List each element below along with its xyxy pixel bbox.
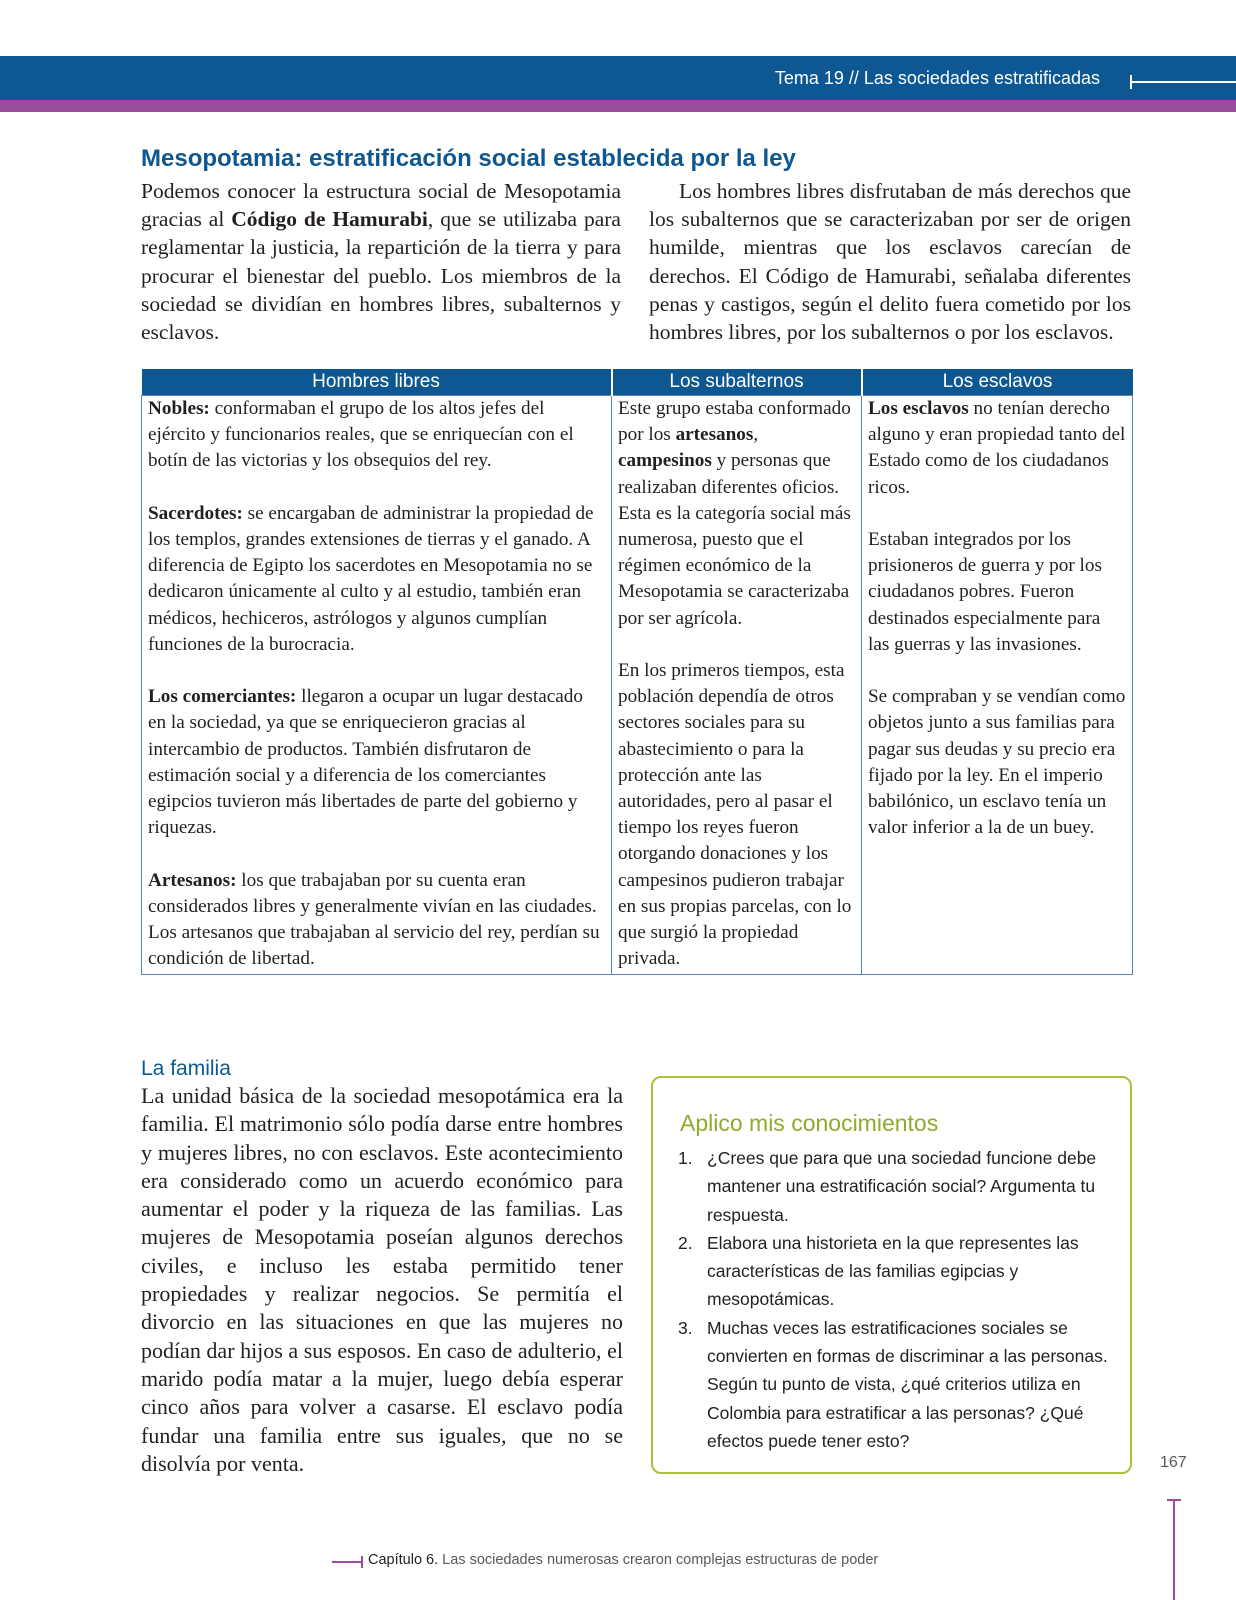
question-number: 1. bbox=[678, 1148, 693, 1168]
header-stripe bbox=[0, 100, 1236, 112]
running-header-title: Tema 19 // Las sociedades estratificadas bbox=[774, 68, 1100, 88]
table-row bbox=[142, 396, 1133, 975]
header-hombres-libres: Hombres libres bbox=[142, 369, 612, 396]
table-header-row bbox=[142, 369, 1133, 396]
family-heading: La familia bbox=[141, 1057, 231, 1080]
intro-left-text-b: , que se utilizaba para reglamentar la justicia, la repartición de la tierra y para procurar el bienestar del pueblo. Los miembros de la sociedad se dividían en hombres libres, subalternos y esclavos. bbox=[141, 207, 621, 345]
esclavos-paragraph-2: Estaban integrados por los prisioneros de guerra y por los ciudadanos pobres. Fueron destinados especialmente para las guerras y las invasiones. bbox=[868, 529, 1102, 655]
list-item bbox=[678, 1229, 1108, 1314]
footer-rule bbox=[332, 1561, 362, 1563]
codigo-hamurabi-term: Código de Hamurabi bbox=[231, 207, 428, 232]
esclavos-text-1: no tenían derecho alguno y eran propiedad tanto del Estado como de los ciudadanos ricos. bbox=[868, 398, 1126, 498]
subalternos-paragraph-1 bbox=[618, 396, 855, 632]
section-title: Mesopotamia: estratificación social establecida por la ley bbox=[141, 145, 796, 172]
term-nobles: Nobles: bbox=[148, 398, 210, 419]
footer-rule-tick bbox=[361, 1556, 363, 1568]
cell-esclavos bbox=[862, 396, 1133, 975]
question-number: 2. bbox=[678, 1232, 693, 1253]
desc-nobles: conformaban el grupo de los altos jefes del ejército y funcionarios reales, que se enriquecían con el botín de las victorias y los obsequios del rey. bbox=[148, 398, 574, 472]
intro-paragraph-left bbox=[141, 177, 621, 346]
desc-sacerdotes: se encargaban de administrar la propiedad de los templos, grandes extensiones de tierras y el ganado. A diferencia de Egipto los sacerdotes en Mesopotamia no se dedicaron únicamente al culto y al estudio, también eran médicos, hechiceros, astrólogos y algunos cumplían funciones de la burocracia. bbox=[148, 502, 594, 655]
header-rule bbox=[1131, 81, 1236, 83]
entry-sacerdotes bbox=[148, 501, 605, 658]
activity-box bbox=[651, 1076, 1132, 1474]
entry-comerciantes bbox=[148, 684, 605, 841]
intro-paragraph-right bbox=[649, 177, 1131, 346]
question-number: 3. bbox=[678, 1317, 693, 1338]
cell-subalternos bbox=[612, 396, 862, 975]
subalternos-text-c: y personas que realizaban diferentes oficios. Esta es la categoría social más numerosa, puesto que el régimen económico de la Mesopotamia se caracterizaba por ser agrícola. bbox=[618, 450, 851, 629]
intro-right-text: Los hombres libres disfrutaban de más derechos que los subalternos que se caracterizaban por ser de origen humilde, mientras que los esclavos carecían de derechos. El Código de Hamurabi, señalaba diferentes penas y castigos, según el delito fuera cometido por los hombres libres, por los subalternos o por los esclavos. bbox=[649, 179, 1131, 345]
question-text: Muchas veces las estratificaciones sociales se convierten en formas de discriminar a las personas. Según tu punto de vista, ¿qué criterios utiliza en Colombia para estratificar a las personas? ¿Qué efectos puede tener esto? bbox=[707, 1317, 1108, 1451]
desc-comerciantes: llegaron a ocupar un lugar destacado en la sociedad, ya que se enriquecieron gracias al intercambio de productos. También disfrutaron de estimación social y a diferencia de los comerciantes egipcios tuvieron más libertades de parte del gobierno y riquezas. bbox=[148, 686, 583, 839]
esclavos-paragraph-1 bbox=[868, 396, 1126, 501]
activity-title: Aplico mis conocimientos bbox=[680, 1110, 939, 1136]
family-paragraph: La unidad básica de la sociedad mesopotámica era la familia. El matrimonio sólo podía darse entre hombres y mujeres libres, no con esclavos. Este acontecimiento era considerado como un acuerdo económico para aumentar el poder y la riqueza de las familias. Las mujeres de Mesopotamia poseían algunos derechos civiles, e incluso les estaba permitido tener propiedades y realizar negocios. Se permitía el divorcio en las situaciones en que las mujeres no podían dar hijos a sus esposos. En caso de adulterio, el marido podía matar a la mujer, luego debía esperar cinco años para volver a casarse. El esclavo podía fundar una familia entre sus iguales, que no se disolvía por venta. bbox=[141, 1083, 623, 1476]
term-sacerdotes: Sacerdotes: bbox=[148, 502, 243, 524]
term-campesinos: campesinos bbox=[618, 450, 712, 472]
list-item bbox=[678, 1144, 1108, 1229]
question-text: Elabora una historieta en la que representes las características de las familias egipcias y mesopotámicas. bbox=[707, 1232, 1079, 1310]
subalternos-text-a: Este grupo estaba conformado por los bbox=[618, 398, 851, 446]
desc-artesanos: los que trabajaban por su cuenta eran considerados libres y generalmente vivían en las ciudades. Los artesanos que trabajaban al servicio del rey, perdían su condición de libertad. bbox=[148, 869, 600, 970]
side-rule bbox=[1173, 1500, 1175, 1600]
term-comerciantes: Los comerciantes: bbox=[148, 686, 297, 708]
header-subalternos: Los subalternos bbox=[612, 369, 862, 396]
footer-chapter-label: Capítulo 6. bbox=[368, 1552, 439, 1568]
footer-chapter-title: Las sociedades numerosas crearon complejas estructuras de poder bbox=[438, 1552, 879, 1568]
footer-caption bbox=[368, 1552, 878, 1568]
question-list bbox=[678, 1144, 1108, 1455]
subalternos-separator: , bbox=[753, 424, 759, 446]
subalternos-paragraph-2: En los primeros tiempos, esta población dependía de otros sectores sociales para su abastecimiento o para la protección ante las autoridades, pero al pasar el tiempo los reyes fueron otorgando donaciones y los campesinos pudieron trabajar en sus propias parcelas, con lo que surgió la propiedad privada. bbox=[618, 660, 852, 970]
entry-nobles bbox=[148, 396, 605, 475]
term-artesanos-sub: artesanos bbox=[675, 424, 754, 446]
entry-artesanos bbox=[148, 868, 605, 973]
intro-left-text-a: Podemos conocer la estructura social de Mesopotamia gracias al bbox=[141, 179, 621, 232]
header-esclavos: Los esclavos bbox=[862, 369, 1133, 396]
term-artesanos: Artesanos: bbox=[148, 869, 237, 891]
stratification-table bbox=[141, 369, 1133, 975]
esclavos-paragraph-3: Se compraban y se vendían como objetos junto a sus familias para pagar sus deudas y su precio era fijado por la ley. En el imperio babilónico, un esclavo tenía un valor inferior a la de un buey. bbox=[868, 686, 1126, 839]
page-number: 167 bbox=[1160, 1454, 1187, 1471]
term-esclavos: Los esclavos bbox=[868, 398, 969, 419]
list-item bbox=[678, 1314, 1108, 1455]
question-text: ¿Crees que para que una sociedad funcione debe mantener una estratificación social? Argumenta tu respuesta. bbox=[707, 1148, 1097, 1225]
cell-hombres-libres bbox=[142, 396, 612, 975]
